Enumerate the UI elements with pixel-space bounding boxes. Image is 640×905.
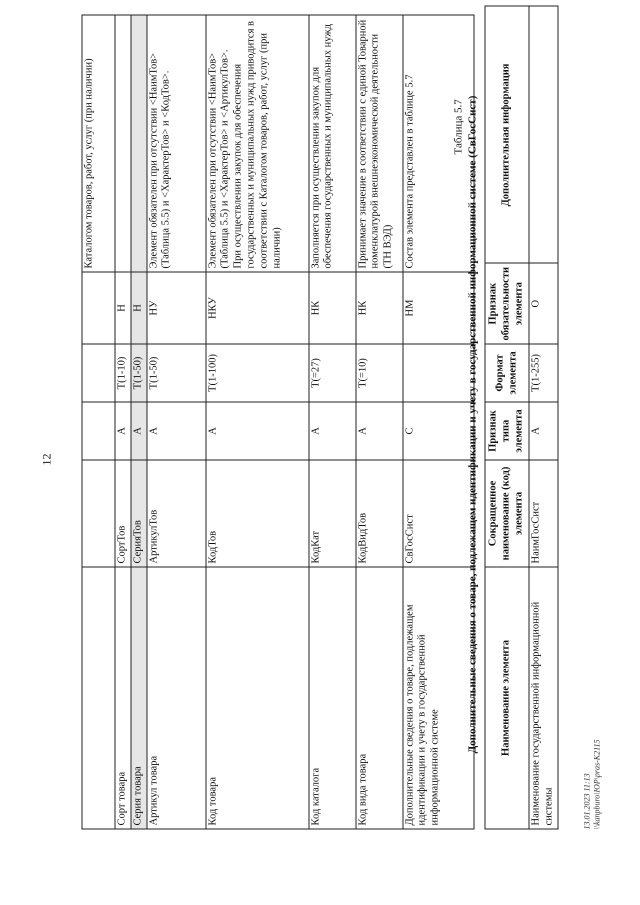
cell-type: А xyxy=(529,402,558,460)
cell-required: НКУ xyxy=(206,272,309,344)
cell-format: Т(1-50) xyxy=(131,344,147,402)
cell-name: Код товара xyxy=(206,567,309,829)
cell-name: Код вида товара xyxy=(356,567,403,829)
cell-name: Код каталога xyxy=(309,567,356,829)
info-paragraph: Принимает значение в соответствии с единой Товарной номенклатурой внешнеэкономической деятельности (ТН ВЭД) xyxy=(357,19,394,269)
header-required: Признак обязательности элемента xyxy=(485,263,529,344)
cell-format: Т(=10) xyxy=(356,344,403,402)
cell-name: Сорт товара xyxy=(115,567,131,829)
table-row xyxy=(131,15,147,829)
cell-required: Н xyxy=(131,272,147,344)
cell-short: СвГосСист xyxy=(403,460,474,567)
header-info: Дополнительная информация xyxy=(485,6,529,263)
table-row xyxy=(206,15,309,829)
cell-format: Т(1-100) xyxy=(206,344,309,402)
cell-type: А xyxy=(206,402,309,460)
cell-required: НК xyxy=(356,272,403,344)
cell-name: Серия товара xyxy=(131,567,147,829)
table-row xyxy=(529,6,558,829)
cell-short: НаимГосСист xyxy=(529,460,558,567)
cell-name xyxy=(82,567,115,829)
cell-format: Т(1-10) xyxy=(115,344,131,402)
page-number: 12 xyxy=(39,453,54,466)
cell-format xyxy=(82,344,115,402)
table-5-7 xyxy=(485,6,559,830)
cell-short: КодКат xyxy=(309,460,356,567)
cell-required: Н xyxy=(115,272,131,344)
cell-required: О xyxy=(529,263,558,344)
cell-format: Т(1-50) xyxy=(147,344,206,402)
rotated-page-content xyxy=(1,0,640,905)
table-label: Таблица 5.7 xyxy=(452,99,465,155)
header-type: Признак типа элемента xyxy=(485,402,529,460)
cell-format xyxy=(403,344,474,402)
table-row xyxy=(115,15,131,829)
cell-info xyxy=(147,15,206,272)
footer-path: \\kanpburo\ЮР\pras-K2115 xyxy=(592,739,602,830)
cell-type: А xyxy=(356,402,403,460)
cell-short xyxy=(82,460,115,567)
cell-info xyxy=(529,6,558,263)
cell-format: Т(=27) xyxy=(309,344,356,402)
cell-type xyxy=(82,402,115,460)
cell-required: НК xyxy=(309,272,356,344)
info-paragraph: Состав элемента представлен в таблице 5.7 xyxy=(404,74,416,269)
table-row xyxy=(356,15,403,829)
cell-short: СерияТов xyxy=(131,460,147,567)
cell-type: А xyxy=(309,402,356,460)
info-paragraph: Элемент обязателен при отсутствии <НаимТов> (Таблица 5.5) и <ХарактерТов> и <КодТов>. xyxy=(148,52,172,269)
footer-stamp xyxy=(583,739,602,829)
cell-info xyxy=(131,15,147,272)
cell-type: С xyxy=(403,402,474,460)
cell-name: Дополнительные сведения о товаре, подлежащем идентификации и учету в государственной информационной системе xyxy=(403,567,474,829)
cell-required: НУ xyxy=(147,272,206,344)
table-caption: Дополнительные сведения о товаре, подлежащем идентификации и учету в государственной информационной системе (СвГосСист) xyxy=(466,95,479,754)
cell-required: НМ xyxy=(403,272,474,344)
cell-info xyxy=(309,15,356,272)
info-paragraph: При осуществлении закупок для обеспечения государственных и муниципальных нужд приводится в соответствии с Каталогом товаров, работ, услуг (при наличии) xyxy=(232,21,283,269)
cell-info xyxy=(115,15,131,272)
elements-table xyxy=(82,15,475,830)
table-row xyxy=(82,15,115,829)
header-short: Сокращенное наименование (код) элемента xyxy=(485,460,529,567)
table-header-row xyxy=(485,6,529,829)
table-row xyxy=(309,15,356,829)
cell-format: Т(1-255) xyxy=(529,344,558,402)
cell-name: Артикул товара xyxy=(147,567,206,829)
footer-timestamp: 13.01.2023 11:13 xyxy=(582,773,592,830)
cell-short: АртикулТов xyxy=(147,460,206,567)
info-paragraph: Каталогом товаров, работ, услуг (при наличии) xyxy=(83,58,95,269)
cell-info xyxy=(206,15,309,272)
cell-short: КодТов xyxy=(206,460,309,567)
cell-name: Наименование государственной информационной системы xyxy=(529,567,558,829)
cell-required xyxy=(82,272,115,344)
header-name: Наименование элемента xyxy=(485,567,529,829)
cell-info xyxy=(356,15,403,272)
cell-short: КодВидТов xyxy=(356,460,403,567)
cell-info xyxy=(82,15,115,272)
cell-type: А xyxy=(131,402,147,460)
info-paragraph: Элемент обязателен при отсутствии <НаимТов> (Таблица 5.5) и <ХарактерТов> и <АртикулТов>. xyxy=(207,49,231,269)
header-format: Формат элемента xyxy=(485,344,529,402)
cell-short: СортТов xyxy=(115,460,131,567)
cell-type: А xyxy=(115,402,131,460)
info-paragraph: Заполняется при осуществлении закупок для обеспечения государственных и муниципальных нужд xyxy=(310,24,334,269)
table-row xyxy=(147,15,206,829)
cell-type: А xyxy=(147,402,206,460)
